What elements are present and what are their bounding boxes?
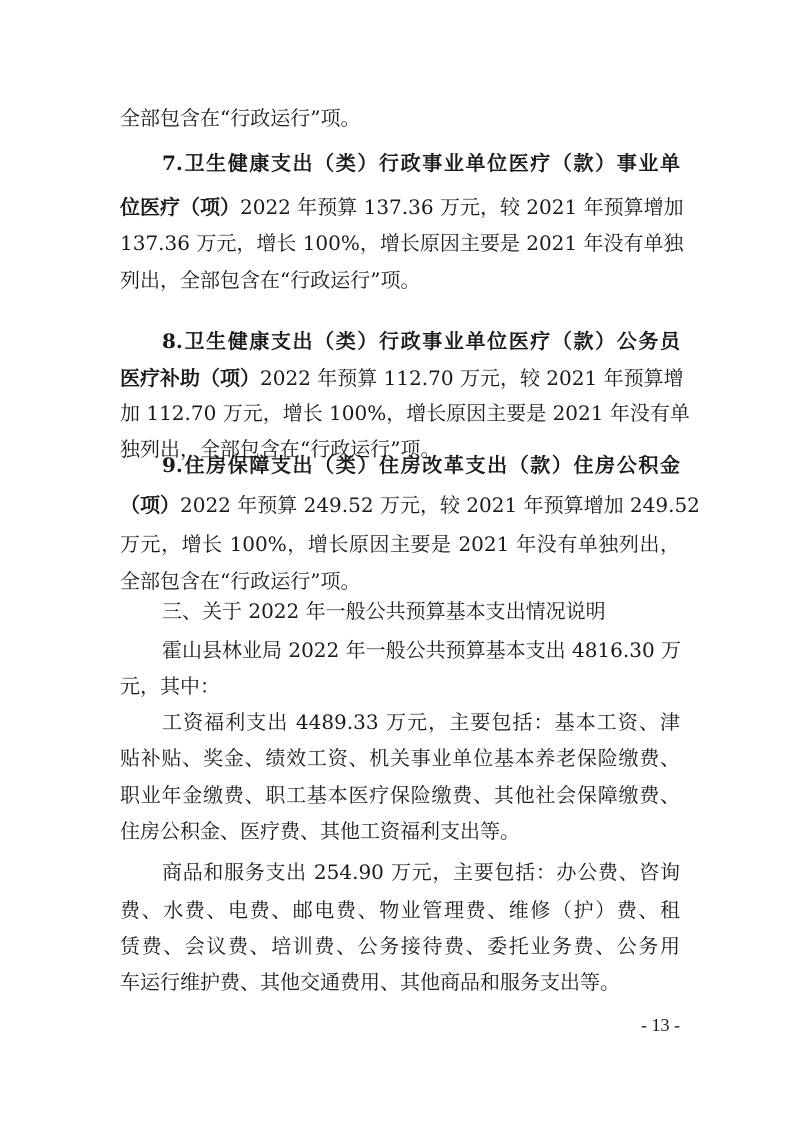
text-line [120, 266, 680, 294]
text-run: 职业年金缴费、职工基本医疗保险缴费、其他社会保障缴费、 [120, 783, 680, 807]
text-run: 工资福利支出 4489.33 万元，主要包括：基本工资、津 [162, 710, 680, 734]
text-run: 2022 年预算 112.70 万元，较 2021 年预算增 [260, 366, 684, 390]
text-run: 商品和服务支出 254.90 万元，主要包括：办公费、咨询 [162, 860, 680, 884]
text-run: 8.卫生健康支出（类）行政事业单位医疗（款）公务员 [162, 329, 680, 353]
text-line [162, 451, 680, 479]
text-line [120, 896, 680, 924]
text-run: 车运行维护费、其他交通费用、其他商品和服务支出等。 [120, 970, 620, 994]
text-line [120, 932, 680, 960]
text-run: 三、关于 2022 年一般公共预算基本支出情况说明 [162, 599, 606, 623]
text-run: 2022 年预算 249.52 万元，较 2021 年预算增加 249.52 [180, 493, 700, 517]
text-run: 全部包含在“行政运行”项。 [120, 569, 361, 593]
text-run: 住房公积金、医疗费、其他工资福利支出等。 [120, 819, 520, 843]
text-run: 加 112.70 万元，增长 100%，增长原因主要是 2021 年没有单 [120, 401, 690, 425]
text-line [120, 817, 680, 845]
text-run: 霍山县林业局 2022 年一般公共预算基本支出 4816.30 万 [162, 638, 682, 662]
text-line [120, 672, 680, 700]
text-run: 位医疗（项） [120, 195, 240, 219]
text-run: 万元，增长 100%，增长原因主要是 2021 年没有单独列出， [120, 532, 680, 556]
text-line [120, 364, 684, 392]
text-line [162, 149, 680, 177]
text-run: 费、水费、电费、邮电费、物业管理费、维修（护）费、租 [120, 898, 680, 922]
text-run: 137.36 万元，增长 100%，增长原因主要是 2021 年没有单独 [120, 231, 684, 255]
text-line [162, 708, 680, 736]
text-run: 元，其中： [120, 674, 220, 698]
text-line [120, 530, 680, 558]
text-run: 2022 年预算 137.36 万元，较 2021 年预算增加 [240, 195, 684, 219]
text-run: 赁费、会议费、培训费、公务接待费、委托业务费、公务用 [120, 934, 680, 958]
text-line [162, 327, 680, 355]
text-run: 贴补贴、奖金、绩效工资、机关事业单位基本养老保险缴费、 [120, 746, 680, 770]
text-run: 7.卫生健康支出（类）行政事业单位医疗（款）事业单 [162, 151, 680, 175]
text-line [162, 636, 680, 664]
text-line [162, 597, 680, 625]
text-line [120, 104, 680, 132]
text-run: 独列出，全部包含在“行政运行”项。 [120, 437, 441, 461]
text-line [120, 399, 690, 427]
text-line [120, 229, 684, 257]
page-number: - 13 - [641, 1015, 680, 1035]
text-run: 9.住房保障支出（类）住房改革支出（款）住房公积金 [162, 453, 680, 477]
text-run: 全部包含在“行政运行”项。 [120, 106, 361, 130]
text-line [120, 781, 680, 809]
text-line [120, 193, 684, 221]
text-run: 列出，全部包含在“行政运行”项。 [120, 268, 421, 292]
text-line [120, 744, 680, 772]
text-line [120, 491, 700, 519]
text-line [120, 968, 680, 996]
text-run: （项） [120, 493, 180, 517]
text-run: 医疗补助（项） [120, 366, 260, 390]
text-line [162, 858, 680, 886]
text-line [120, 567, 680, 595]
